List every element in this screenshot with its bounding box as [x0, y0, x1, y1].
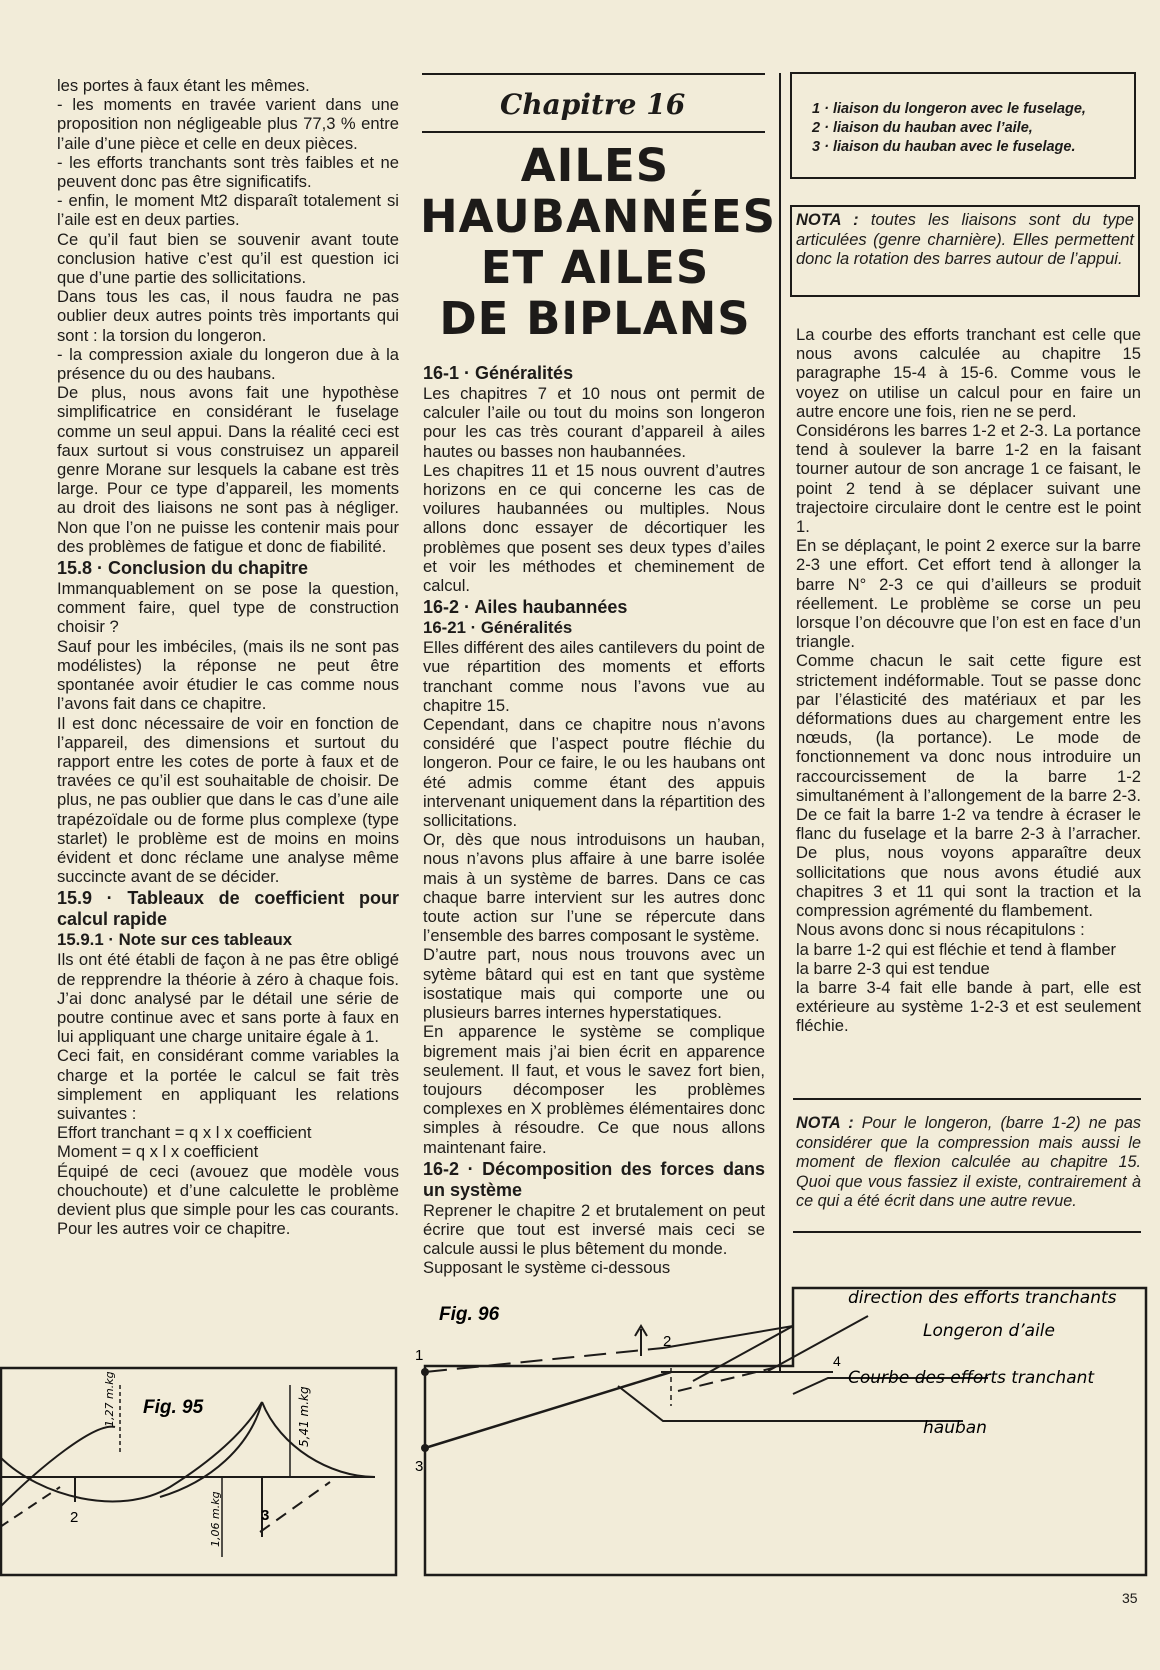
header-rule-bottom — [422, 131, 765, 133]
paragraph: Les chapitres 11 et 15 nous ouvrent d’autres horizons en ce qui concerne les cas de voilures haubannées ou multiples. Nous allons donc essayer de décortiquer les problèmes que posent ses deux types d’ailes et voir les méthodes et cheminement de calcul. — [423, 460, 765, 596]
paragraph: Elles différent des ailes cantilevers du point de vue répartition des moments et efforts tranchant comme nous l’avons vue au chapitre 15. — [423, 638, 765, 715]
paragraph: Ils ont été établi de façon à ne pas être obligé de repprendre la théorie à zéro à chaque fois. J’ai donc analysé par le détail une série de poutre continue avec et sans porte à faux en lui appliquant une charge unitaire égale à 1. — [57, 950, 399, 1047]
page-number: 35 — [1122, 1590, 1138, 1606]
paragraph: - les efforts tranchants sont très faibles et ne peuvent donc pas être significatifs. — [57, 152, 399, 192]
paragraph: De plus, nous avons fait une hypothèse simplificatrice en considérant le fuselage comme un seul appui. Dans la réalité ceci est faux surtout si vous construisez un appareil genre Morane sur lesquels la cabane est très large. Pour ce type d’appareil, les moments au droit des liaisons ne sont pas à négliger. Non que l’on ne puisse les contenir mais pour des problèmes de fatigue et donc de fiabilité. — [57, 383, 399, 556]
paragraph: En se déplaçant, le point 2 exerce sur la barre 2-3 une effort. Cet effort tend à allonger la barre N° 2-3 ce qui d’ailleurs se produit réellement. Le problème se corse un peu lorsque l’on découvre que l’on est en face d’un triangle. — [796, 536, 1141, 652]
paragraph: les portes à faux étant les mêmes. — [57, 76, 310, 95]
dim-label: 1,27 m.kg — [103, 1371, 116, 1427]
paragraph: la barre 1-2 qui est fléchie et tend à flamber — [796, 939, 1117, 959]
curve-left — [0, 1427, 115, 1507]
node-label: 4 — [833, 1353, 841, 1369]
section-heading: 16-2 · Décomposition des forces dans un système — [423, 1158, 765, 1200]
section-heading: 15.8 · Conclusion du chapitre — [57, 558, 309, 579]
paragraph: - la compression axiale du longeron due à la présence du ou des haubans. — [57, 344, 399, 384]
chapter-title-line: HAUBANNÉES — [420, 190, 776, 243]
section-heading: 15.9 · Tableaux de coefficient pour calcul rapide — [57, 888, 399, 930]
callout-label: direction des efforts tranchants — [848, 1288, 1117, 1308]
shear-line — [260, 1482, 330, 1532]
chapter-title-line: DE BIPLANS — [439, 292, 751, 345]
paragraph: Supposant le système ci-dessous — [423, 1258, 671, 1278]
paragraph: la barre 2-3 qui est tendue — [796, 958, 990, 978]
longeron-line — [425, 1348, 663, 1372]
callout-line — [618, 1386, 963, 1421]
chapter-title-line: AILES — [520, 139, 670, 192]
node-label: 2 — [663, 1333, 672, 1350]
chapter-label: Chapitre 16 — [500, 88, 686, 121]
chapter-title-line: ET AILES — [480, 241, 710, 294]
column-divider — [779, 73, 781, 1373]
section-heading: 16-2 · Ailes haubannées — [423, 597, 628, 618]
node-label: 3 — [415, 1458, 424, 1475]
header-rule-top — [422, 73, 765, 75]
paragraph: Immanquablement on se pose la question, comment faire, quel type de construction choisir ? — [57, 579, 399, 637]
paragraph: Les chapitres 7 et 10 nous ont permit de calculer l’aile ou tout du moins son longeron pour les cas très courant d’appareil à ailes hautes ou basses non haubannées. — [423, 384, 765, 461]
section-heading: 16-1 · Généralités — [423, 363, 574, 383]
nota-box — [790, 205, 1140, 297]
paragraph: Comme chacun le sait cette figure est strictement indéformable. Tout se passe donc par l’élasticité des matériaux et par les déformations dues au chargement entre les nœuds, (la portance). Le mode de fonctionnement va donc nous introduire un raccourcissement de la barre 1-2 simultanément à l’allongement de la barre 2-3. De ce fait la barre 1-2 va tendre à écraser le flanc du fuselage et la barre 2-3 à l’arracher. De plus, nous voyons apparaître deux sollicitations que nous avons étudié aux chapitres 3 et 11 qui sont la traction et la compression agrémenté du flambement. — [796, 651, 1141, 921]
paragraph: Ce qu’il faut bien se souvenir avant toute conclusion hative c’est qu’il est question ici que d’une partie des sollicitations. — [57, 229, 399, 288]
paragraph: Nous avons donc si nous récapitulons : — [796, 920, 1085, 940]
paragraph: Ceci fait, en considérant comme variables la charge et la portée le calcul se fait très simplement en appliquant les relations suivantes : — [57, 1046, 399, 1123]
node-label: 1 — [415, 1347, 424, 1364]
legend-item: 2 · liaison du hauban avec l’aile, — [812, 120, 1033, 136]
paragraph: D’autre part, nous nous trouvons avec un sytème bâtard qui est en tant que système isostatique mais qui comporte une ou plusieurs barres internes hyperstatiques. — [423, 945, 765, 1023]
paragraph: Effort tranchant = q x l x coefficient — [57, 1123, 312, 1143]
figure-96 — [415, 1286, 1148, 1577]
nota-text: toutes les liaisons sont du type articulées (genre charnière). Elles permettent donc la rotation des barres autour de l’appui. — [796, 211, 1134, 268]
section-heading: 15.9.1 · Note sur ces tableaux — [57, 930, 293, 950]
shear-line — [0, 1487, 60, 1527]
section-heading: 16-21 · Généralités — [423, 618, 573, 638]
callout-label: Longeron d’aile — [923, 1321, 1055, 1341]
paragraph: Il est donc nécessaire de voir en fonction de l’appareil, des dimensions et surtout du rapport entre les cotes de porte à faux et de travées ce qu’il est souhaitable de choisir. De plus, ne pas oublier que dans le cas d’une aile trapézoïdale ou de forme plus complexe (type starlet) le problème est de moins en moins évident et donc réclame une analyse même succincte avant de se décider. — [57, 713, 399, 887]
paragraph: Dans tous les cas, il nous faudra ne pas oublier deux autres points très importants qui sont : la torsion du longeron. — [57, 287, 399, 345]
paragraph: - enfin, le moment Mt2 disparaît totalement si l’aile est en deux parties. — [57, 191, 399, 230]
nota-text: Pour le longeron, (barre 1-2) ne pas considérer que la compression mais aussi le moment de flexion calculée au chapitre 15. Quoi que vous fassiez il existe, contrairement à ce qui a été écrit dans une autre revue. — [796, 1114, 1141, 1210]
legend-item: 1 · liaison du longeron avec le fuselage, — [812, 101, 1086, 117]
callout-label: hauban — [923, 1418, 987, 1438]
hauban-line — [425, 1372, 671, 1448]
paragraph: Considérons les barres 1-2 et 2-3. La portance tend à soulever la barre 1-2 en la faisant tourner autour de son ancrage 1 ce faisant, le point 2 tend à se déplacer suivant une trajectoire circulaire dont le centre est le point 1. — [796, 421, 1141, 537]
figure-label: Fig. 96 — [439, 1304, 500, 1325]
node-label: 2 — [70, 1509, 79, 1526]
legend-box — [790, 72, 1136, 179]
dim-label: 1,06 m.kg — [209, 1491, 222, 1547]
paragraph: Équipé de ceci (avouez que modèle vous chouchoute) et d’une calculette le problème devient plus que simple pour les cas courants. Pour les autres voir ce chapitre. — [57, 1161, 399, 1239]
right-rule-mid — [793, 1098, 1141, 1100]
paragraph: Moment = q x l x coefficient — [57, 1142, 259, 1162]
paragraph: La courbe des efforts tranchant est celle que nous avons calculée au chapitre 15 paragraphe 15-4 à 15-6. Comme vous le voyez on utilise un calcul pour en faire un autre encore une fois, rien ne se perd. — [796, 325, 1141, 421]
left-column — [57, 76, 399, 1238]
chapter-title — [420, 139, 776, 345]
node-label: 3 — [261, 1507, 270, 1524]
nota-label: NOTA : — [796, 1114, 854, 1132]
right-rule-bottom — [793, 1231, 1141, 1233]
right-column — [796, 325, 1141, 1036]
figure-95 — [0, 1367, 398, 1577]
dim-label: 5,41 m.kg — [297, 1386, 311, 1447]
legend-item: 3 · liaison du hauban avec le fuselage. — [812, 139, 1076, 155]
paragraph: la barre 3-4 fait elle bande à part, elle est extérieure au système 1-2-3 et est seulement fléchie. — [796, 977, 1141, 1036]
middle-column — [423, 361, 765, 1278]
moment-curve-right — [262, 1402, 375, 1477]
paragraph: Cependant, dans ce chapitre nous n’avons considéré que l’aspect poutre fléchie du longeron. Pour ce faire, le ou les haubans ont été admis comme étant des appuis intervenant uniquement dans la répartition des sollicitations. — [423, 715, 765, 831]
callout-line — [768, 1316, 868, 1371]
paragraph: Or, dès que nous introduisons un hauban, nous n’avons plus affaire à une barre isolée mais à un système de barres. Dans ce cas chaque barre intervient sur les autres donc toute action sur l’une se répercute dans l’ensemble des barres composant le système. — [423, 830, 765, 946]
paragraph: Reprener le chapitre 2 et brutalement on peut écrire que tout est inversé mais ceci se calcule aussi le plus bêtement du monde. — [423, 1200, 765, 1259]
paragraph: Sauf pour les imbéciles, (mais ils ne sont pas modélistes) la réponse ne peut être spontanée avoir étudier le cas comme nous l’avons fait dans ce chapitre. — [57, 636, 399, 714]
figure-label: Fig. 95 — [143, 1397, 204, 1418]
paragraph: - les moments en travée varient dans une proposition non négligeable plus 77,3 % entre l’aile d’une pièce et celle en deux pièces. — [57, 95, 399, 153]
nota-longeron — [796, 1114, 1141, 1212]
nota-label: NOTA : — [796, 211, 859, 229]
paragraph: En apparence le système se complique bigrement mais j’ai bien écrit en apparence seulement. Il faut, et vous le savez fort bien, toujours décomposer les problèmes complexes en X problèmes élémentaires donc simples à résoudre. Ce que nous allons maintenant faire. — [423, 1022, 765, 1157]
callout-label: Courbe des efforts tranchant — [848, 1368, 1095, 1388]
